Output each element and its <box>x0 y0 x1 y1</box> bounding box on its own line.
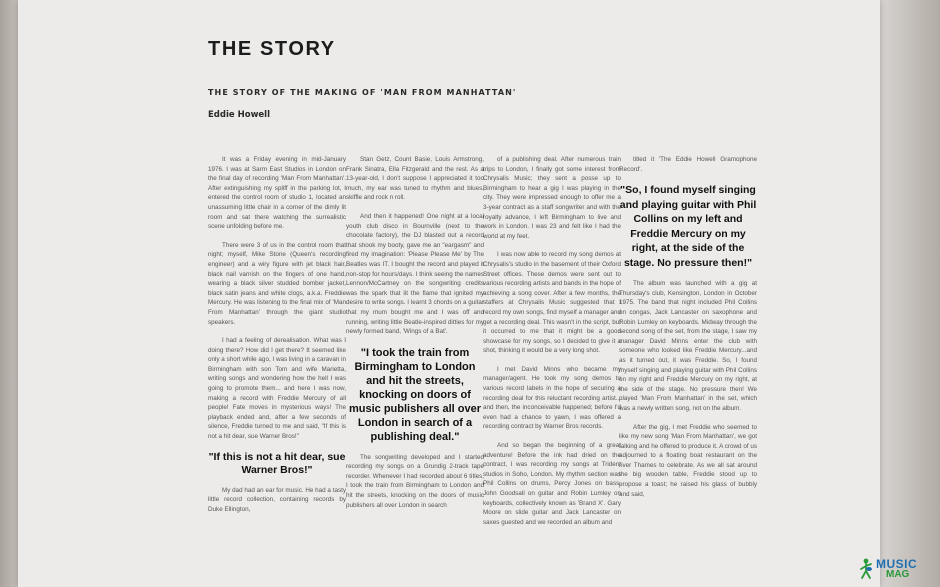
pull-quote: "If this is not a hit dear, sue Warner Bros!" <box>208 450 346 476</box>
author-name: Eddie Howell <box>208 110 271 120</box>
watermark-text: MUSIC <box>876 557 918 571</box>
text-column-3 <box>483 155 621 587</box>
text-column-2 <box>346 155 484 587</box>
paragraph: The songwriting developed and I started recording my songs on a Grundig 2-track tape recorder. Whenever I had recorded about 6 titles, I took the train from Birmingham to London and hit the streets, knocking on the doors of music publishers all over London in search <box>346 453 484 509</box>
paragraph: It was a Friday evening in mid-January 1976. I was at Sarm East Studios in London on the final day of recording 'Man From Manhattan'. After extinguishing my spliff in the parking lot, I entered the control room of studio 1, located an unassuming little chair in a corner of the dimly lit room and sat there watching the surrealistic scene unfolding before me. <box>208 156 346 231</box>
guitarist-icon <box>858 558 874 580</box>
paragraph: My dad had an ear for music. He had a tasty little record collection, containing records by Duke Ellington, <box>208 486 346 513</box>
photo-edge-left <box>0 0 18 587</box>
booklet-page <box>18 0 880 587</box>
text-column-1 <box>208 155 346 587</box>
page-title: THE STORY <box>208 38 336 60</box>
pull-quote: "I took the train from Birmingham to London and hit the streets, knocking on doors of music publishers all over London in search of a publishing deal." <box>348 346 482 443</box>
watermark-text: MAG <box>886 569 910 580</box>
paragraph: I had a feeling of derealisation. What was I doing there? How did I get there? It seemed like only a short while ago, I was living in a caravan in Birmingham with son Tom and wife Marietta, writing songs and wondering how the hell I was going to promote them... and here I was now, making a record with Freddie Mercury of all people! Fate moves in mysterious ways! The playback ended and, after a few seconds of silence, Freddie turned to me and said, "If this is not a hit dear, sue Warner Bros!" <box>208 337 346 441</box>
paragraph: I met David Minns who became my manager/agent. He took my song demos to various record labels in the hope of securing a recording deal for this reluctant recording artist... and then, the inconceivable happened; before I'd even had a chance to yawn, I was offered a recording contract by Warner Bros records. <box>483 365 621 431</box>
paragraph: I was now able to record my song demos at Chrysalis's studio in the basement of their Oxford Street offices. These demos were sent out to various recording artists and bands in the hope of achieving a song cover. After a few months, the staffers at Chrysalis Music suggested that I record my own songs, find myself a manager and get a recording deal. This wasn't in the script, but it occurred to me that it might be a good showcase for my songs, so I decided to give it a shot, thinking it would be a very long shot. <box>483 251 621 355</box>
text-column-4 <box>619 155 757 587</box>
paragraph: titled it 'The Eddie Howell Gramophone Record'. <box>619 156 757 173</box>
page-subtitle: THE STORY OF THE MAKING OF 'MAN FROM MANHATTAN' <box>208 88 517 97</box>
paragraph: The album was launched with a gig at Thursday's club, Kensington, London in October 1975. The band that night included Phil Collins on congas, Jack Lancaster on saxophone and Robin Lumley on keyboards. Midway through the second song of the set, from the stage, I saw my manager David Minns enter the club with someone who looked like Freddie Mercury...and as it turned out, it was Freddie. So, I found myself singing and playing guitar with Phil Collins on my right and Freddie Mercury on my right, at the side of the stage. No pressure then! We played 'Man From Manhattan' in the set, which was a newly written song, not on the album. <box>619 280 757 412</box>
paragraph: After the gig, I met Freddie who seemed to like my new song 'Man From Manhattan', we got talking and he offered to produce it. A crowd of us adjourned to a floating boat restaurant on the river Thames to celebrate. As we all sat around the big wooden table, Freddie stood up to propose a toast; he raised his glass of bubbly and said, <box>619 423 757 498</box>
paragraph: And so began the beginning of a great adventure! Before the ink had dried on the contract, I was recording my songs at Trident studios in Soho, London. My rhythm section was Phil Collins on drums, Percy Jones on bass, John Goodsall on guitar and Robin Lumley on keyboards, collectively known as 'Brand X'. Gary Moore on slide guitar and Jack Lancaster on saxes guested and we recorded an album and <box>483 442 621 526</box>
paragraph: Stan Getz, Count Basie, Louis Armstrong, Frank Sinatra, Ella Fitzgerald and the rest. As a 13-year-old, I don't suppose I appreciated it too much, my ear was tuned to rhythm and blues, skiffle and rock n roll. <box>346 156 484 202</box>
paragraph: of a publishing deal. After numerous train trips to London, I finally got some interest from Chrysalis Music; they sent a posse up to Birmingham to hear a gig I was playing in the city. They were impressed enough to offer me a 3-year contract as a staff songwriter and with the royalty advance, I left Birmingham to live and work in London. I was 23 and felt like I had the world at my feet. <box>483 156 621 240</box>
watermark-logo <box>856 557 932 581</box>
pull-quote: "So, I found myself singing and playing guitar with Phil Collins on my left and Freddie Mercury on my right, at the side of the stage. No pressure then!" <box>619 184 757 269</box>
paragraph: There were 3 of us in the control room that night; myself, Mike Stone (Queen's recording engineer) and a wiry figure with jet black hair, black nail varnish on the fingers of one hand, wearing a black silver studded bomber jacket, black satin jeans and white clogs, a.k.a. Freddie Mercury. He was listening to the final mix of 'Man From Manhattan' through the giant studio speakers. <box>208 241 346 326</box>
photo-edge-right <box>880 0 940 587</box>
paragraph: And then it happened! One night at a local youth club disco in Bournville (next to the chocolate factory), the DJ blasted out a record that shook my booty, gave me an "eargasm" and fired my imagination: 'Please Please Me' by The Beatles was IT. I bought the record and played it non-stop for hours/days. I think seeing the names Lennon/McCartney on the songwriting credits was the spark that lit the flame that ignited my desire to write songs. I learnt 3 chords on a guitar that my mum bought me and I was off and running, writing little Beatle-inspired ditties for my newly formed band, 'Wings of a Bat'. <box>346 212 484 336</box>
